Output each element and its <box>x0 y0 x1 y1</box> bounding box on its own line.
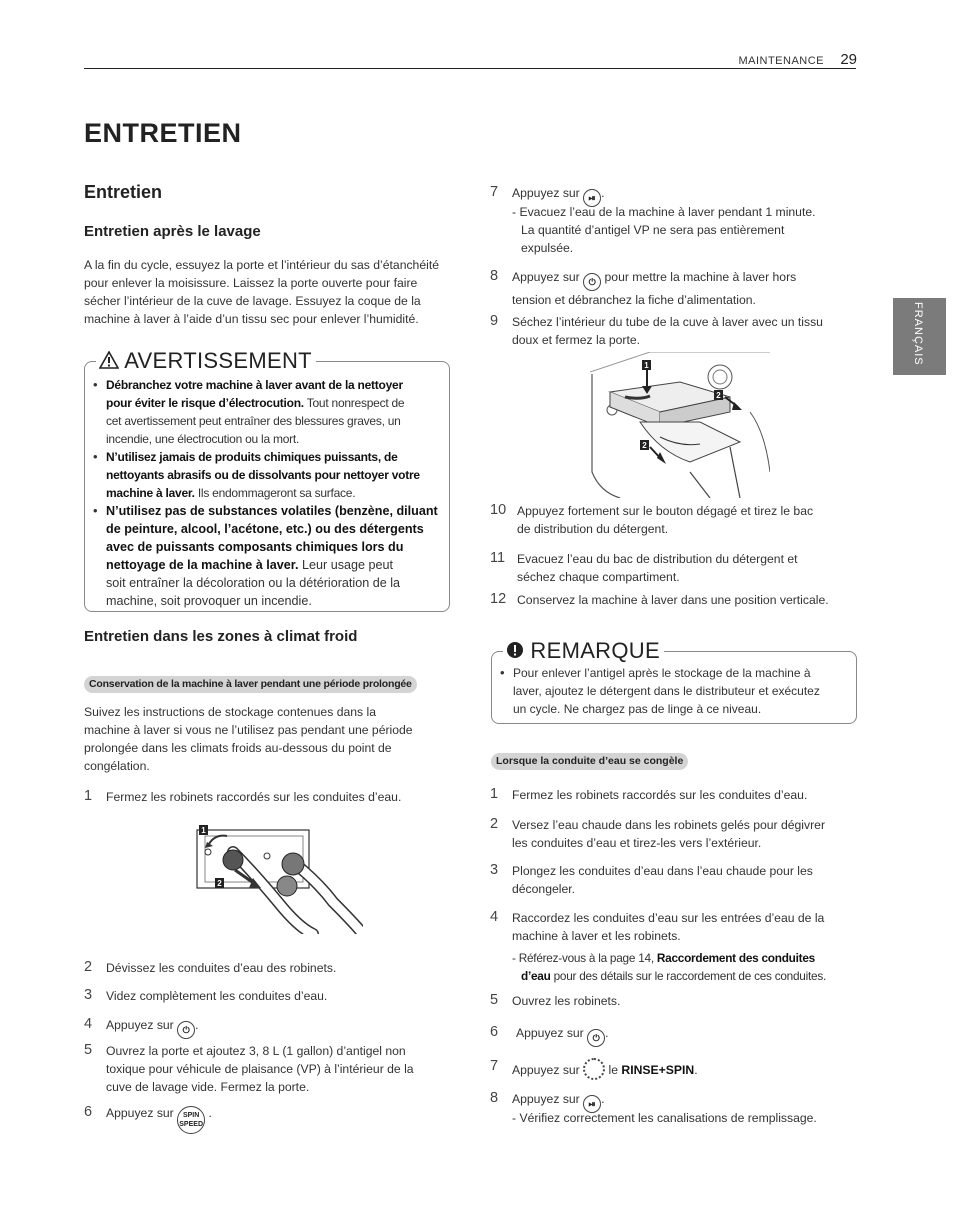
text: Appuyez sur <box>516 1026 584 1040</box>
text: incendie, une électrocution ou la mort. <box>106 432 300 446</box>
text: Leur usage peut <box>298 558 394 572</box>
step-number: 2 <box>490 816 499 832</box>
marker-2: 2 <box>642 441 647 450</box>
cycle-name: RINSE+SPIN <box>621 1063 695 1077</box>
frozen-step-4-sub <box>512 949 862 985</box>
bold-text: machine à laver. <box>106 486 195 500</box>
text: Appuyez sur <box>512 270 580 284</box>
step-number: 2 <box>84 959 93 975</box>
text-line: machine à laver et les robinets. <box>512 929 681 943</box>
language-tab-label: FRANÇAIS <box>912 302 924 366</box>
step-number: 6 <box>490 1024 499 1040</box>
cold-intro-paragraph <box>84 703 454 775</box>
text-line: Séchez l’intérieur du tube de la cuve à laver avec un tissu <box>512 315 823 329</box>
start-pause-icon: ⏯ <box>583 1095 601 1113</box>
bold-text: Débranchez votre machine à laver avant de la nettoyer <box>106 378 403 392</box>
step-text: Fermez les robinets raccordés sur les conduites d’eau. <box>512 788 808 802</box>
step-number: 1 <box>84 788 93 804</box>
step-text <box>512 816 825 852</box>
step-text <box>517 550 798 586</box>
bold-text: de peinture, alcool, l’acétone, etc.) ou des détergents <box>106 522 424 536</box>
step-text <box>512 1058 698 1080</box>
text: pour mettre la machine à laver hors <box>604 270 797 284</box>
step-text <box>512 268 796 309</box>
step-number: 8 <box>490 1090 499 1106</box>
text-line: - Evacuez l’eau de la machine à laver pendant 1 minute. <box>512 205 816 219</box>
step-number: 12 <box>490 591 507 607</box>
step-number: 5 <box>84 1042 93 1058</box>
text-line: La quantité d’antigel VP ne sera pas entièrement <box>521 223 785 237</box>
text-line: Appuyez fortement sur le bouton dégagé et tirez le bac <box>517 504 814 518</box>
note-title-text: REMARQUE <box>530 638 660 663</box>
bold-text: N’utilisez pas de substances volatiles (benzène, diluant <box>106 504 438 518</box>
text: cet avertissement peut entraîner des blessures graves, un <box>106 414 401 428</box>
step-text: Dévissez les conduites d’eau des robinets. <box>106 961 337 975</box>
text-line: les conduites d’eau et tirez-les vers l’extérieur. <box>512 836 762 850</box>
text-line: Suivez les instructions de stockage contenues dans la <box>84 705 376 719</box>
text: Appuyez sur <box>512 1063 580 1077</box>
step-text <box>517 502 813 538</box>
bold-text: N’utilisez jamais de produits chimiques puissants, de <box>106 450 398 464</box>
power-icon: ⏻ <box>583 273 601 291</box>
warning-list <box>84 376 444 610</box>
faucet-illustration <box>193 822 363 934</box>
text-line: toxique pour véhicule de plaisance (VP) à l’intérieur de la <box>106 1062 414 1076</box>
text: Ils endommageront sa surface. <box>194 486 356 500</box>
step-number: 7 <box>490 1058 499 1074</box>
text: - Référez-vous à la page 14, <box>512 951 657 965</box>
step-text: Fermez les robinets raccordés sur les conduites d’eau. <box>106 790 402 804</box>
after-wash-heading: Entretien après le lavage <box>84 223 261 240</box>
warning-triangle-icon <box>99 351 119 369</box>
power-icon: ⏻ <box>587 1029 605 1047</box>
note-bullet <box>491 664 851 718</box>
text: Appuyez sur <box>512 186 580 200</box>
running-header-section: MAINTENANCE <box>738 55 824 67</box>
page-title: ENTRETIEN <box>84 118 242 148</box>
warning-title <box>96 348 316 374</box>
text-line: laver, ajoutez le détergent dans le distributeur et exécutez <box>513 684 820 698</box>
step-number: 8 <box>490 268 499 284</box>
text: . <box>694 1063 698 1077</box>
step-number: 7 <box>490 184 499 200</box>
step-number: 4 <box>490 909 499 925</box>
text-line: cuve de lavage vide. Fermez la porte. <box>106 1080 310 1094</box>
step-number: 11 <box>490 550 506 566</box>
warning-bullet-chemicals <box>84 448 444 502</box>
step-number: 9 <box>490 313 499 329</box>
step-number: 1 <box>490 786 499 802</box>
step-number: 6 <box>84 1104 93 1120</box>
text-line: sécher l’intérieur de la cuve de lavage. Essuyez la coque de la <box>84 294 421 308</box>
marker-2: 2 <box>716 391 721 400</box>
bold-text: nettoyants abrasifs ou de dissolvants pour nettoyer votre <box>106 468 420 482</box>
text-line: prolongée dans les climats froids au-dessous du point de <box>84 741 392 755</box>
storage-subheading: Conservation de la machine à laver pendant une période prolongée <box>84 676 417 693</box>
text: le <box>608 1063 619 1077</box>
frozen-subheading: Lorsque la conduite d’eau se congèle <box>491 753 688 770</box>
text: Appuyez sur <box>512 1092 580 1106</box>
icon-label: SPEED <box>179 1121 203 1128</box>
text-line: doux et fermez la porte. <box>512 333 641 347</box>
text-line: Versez l’eau chaude dans les robinets gelés pour dégivrer <box>512 818 826 832</box>
marker-1: 1 <box>201 826 206 835</box>
step-text: Ouvrez les robinets. <box>512 994 621 1008</box>
text-line: Plongez les conduites d’eau dans l’eau chaude pour les <box>512 864 813 878</box>
step-number: 5 <box>490 992 499 1008</box>
text: Appuyez sur <box>106 1106 174 1120</box>
section-title: Entretien <box>84 182 163 202</box>
text-line: expulsée. <box>521 241 574 255</box>
step-text <box>106 1042 414 1096</box>
bold-text: Raccordement des conduites <box>656 951 815 965</box>
bold-text: nettoyage de la machine à laver. <box>106 558 299 572</box>
step-text: Appuyez sur SPIN SPEED . <box>106 1104 212 1134</box>
step-number: 4 <box>84 1016 93 1032</box>
text-line: Evacuez l’eau du bac de distribution du détergent et <box>517 552 798 566</box>
step-text: Appuyez sur ⏻ . <box>106 1016 199 1039</box>
text-line: Ouvrez la porte et ajoutez 3, 8 L (1 gallon) d’antigel non <box>106 1044 406 1058</box>
cold-climate-heading: Entretien dans les zones à climat froid <box>84 628 358 645</box>
step-number: 3 <box>84 987 93 1003</box>
page-number: 29 <box>840 51 857 68</box>
icon-label: SPIN <box>182 1112 200 1119</box>
cycle-dial-icon <box>583 1058 605 1080</box>
text-line: machine à laver à l’aide d’un tissu sec pour enlever l’humidité. <box>84 312 419 326</box>
step-text <box>512 909 824 945</box>
text-line: décongeler. <box>512 882 576 896</box>
marker-2: 2 <box>217 879 222 888</box>
text-line: congélation. <box>84 759 150 773</box>
after-wash-paragraph <box>84 256 454 328</box>
frozen-step-8-sub: - Vérifiez correctement les canalisations de remplissage. <box>512 1111 817 1125</box>
text: pour des détails sur le raccordement de ces conduites. <box>550 969 826 983</box>
marker-1: 1 <box>644 361 649 370</box>
detergent-drawer-illustration <box>590 352 770 498</box>
step-text: Videz complètement les conduites d’eau. <box>106 989 328 1003</box>
step-text: Appuyez sur ⏯ . <box>512 1090 605 1113</box>
text: soit entraîner la décoloration ou la détérioration de la <box>106 576 401 590</box>
text: Tout nonrespect de <box>303 396 405 410</box>
text-line: de distribution du détergent. <box>517 522 669 536</box>
bold-text: d’eau <box>521 969 551 983</box>
bold-text: pour éviter le risque d’électrocution. <box>106 396 304 410</box>
text: machine, soit provoquer un incendie. <box>106 594 312 608</box>
language-tab <box>893 298 946 375</box>
power-icon: ⏻ <box>177 1021 195 1039</box>
header-rule <box>84 68 856 69</box>
step-text: Conservez la machine à laver dans une position verticale. <box>517 593 829 607</box>
text: Appuyez sur <box>106 1018 174 1032</box>
warning-bullet-unplug <box>84 376 444 448</box>
warning-title-text: AVERTISSEMENT <box>124 348 312 373</box>
step-text <box>512 862 813 898</box>
text-line: Raccordez les conduites d’eau sur les entrées d’eau de la <box>512 911 825 925</box>
text-line: machine à laver si vous ne l’utilisez pas pendant une période <box>84 723 413 737</box>
step-number: 10 <box>490 502 507 518</box>
bold-text: avec de puissants composants chimiques lors du <box>106 540 404 554</box>
step-text: Appuyez sur ⏯ . <box>512 184 605 207</box>
spin-speed-icon <box>177 1106 205 1134</box>
text-line: pour enlever la moisissure. Laissez la porte ouverte pour faire <box>84 276 418 290</box>
text-line: séchez chaque compartiment. <box>517 570 680 584</box>
step-text <box>512 313 823 349</box>
text-line: un cycle. Ne chargez pas de linge à ce niveau. <box>513 702 762 716</box>
text-line: • Pour enlever l’antigel après le stockage de la machine à <box>513 666 811 680</box>
step-number: 3 <box>490 862 499 878</box>
note-title <box>503 638 664 664</box>
step-text: Appuyez sur ⏻ . <box>516 1024 609 1047</box>
text-line: tension et débranchez la fiche d’alimentation. <box>512 293 756 307</box>
right-step-7-sub <box>512 203 862 257</box>
exclamation-icon <box>506 641 524 659</box>
start-pause-icon: ⏯ <box>583 189 601 207</box>
warning-bullet-volatile <box>84 502 444 610</box>
note-list <box>491 664 851 718</box>
text-line: A la fin du cycle, essuyez la porte et l’intérieur du sas d’étanchéité <box>84 258 439 272</box>
